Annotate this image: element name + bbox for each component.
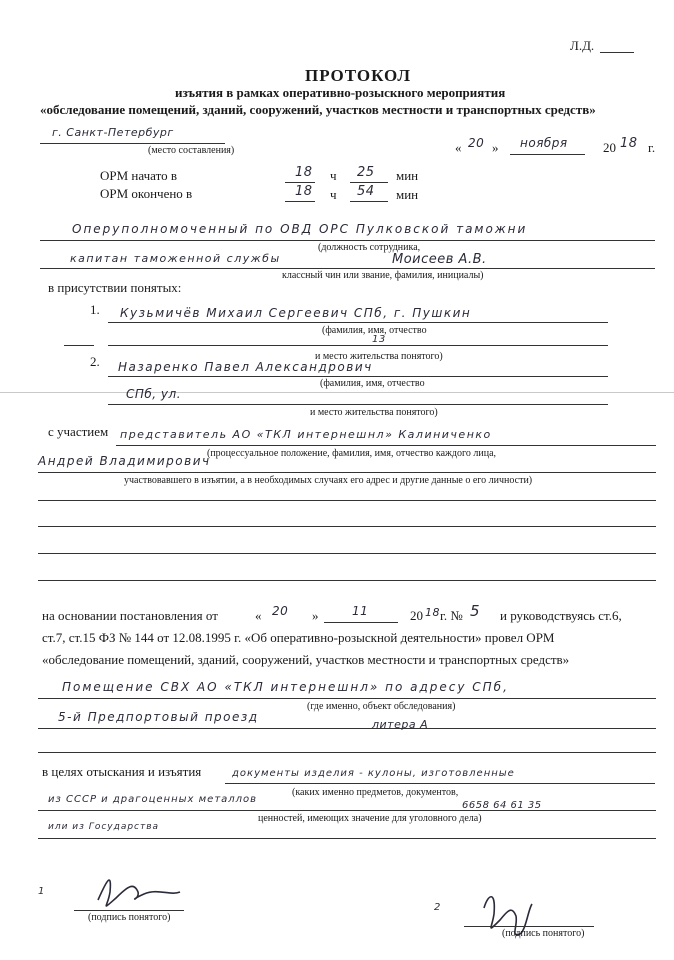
officer-position: Оперуполномоченный по ОВД ОРС Пулковской таможни bbox=[72, 222, 528, 236]
orm-end-m-label: мин bbox=[396, 187, 419, 202]
orm-start-hour-line bbox=[285, 182, 315, 183]
witness-2-line-2 bbox=[108, 404, 608, 405]
basis-line-2: ст.7, ст.15 ФЗ № 144 от 12.08.1995 г. «Об оперативно-розыскной деятельности» провел ОРМ bbox=[42, 630, 555, 645]
witness-2-line bbox=[108, 376, 608, 377]
blank-line-4 bbox=[38, 580, 656, 581]
blank-line-3 bbox=[38, 553, 656, 554]
subtitle-2: «обследование помещений, зданий, сооружений, участков местности и транспортных средств» bbox=[40, 102, 596, 117]
date-year: 18 bbox=[620, 136, 638, 151]
orm-end-hour: 18 bbox=[295, 184, 313, 199]
object-line-2: 5-й Предпортовый проезд bbox=[58, 710, 259, 724]
case-number-line bbox=[600, 52, 634, 53]
seizure-caption-1: (каких именно предметов, документов, bbox=[292, 787, 459, 798]
basis-line-3: «обследование помещений, зданий, сооружений, участков местности и транспортных средств» bbox=[42, 652, 570, 667]
date-year-suffix: г. bbox=[648, 140, 656, 155]
object-line-2b: литера А bbox=[372, 718, 429, 731]
date-month: ноября bbox=[520, 136, 568, 150]
date-open-quote: « bbox=[455, 140, 462, 155]
witnesses-label: в присутствии понятых: bbox=[48, 280, 182, 295]
date-month-line bbox=[510, 154, 585, 155]
officer-caption-2: классный чин или звание, фамилия, инициалы) bbox=[282, 270, 484, 281]
witness-2-caption-1: (фамилия, имя, отчество bbox=[320, 378, 425, 389]
witness-1-caption-1: (фамилия, имя, отчество bbox=[322, 325, 427, 336]
signature-left-caption: (подпись понятого) bbox=[88, 912, 171, 923]
blank-line-1 bbox=[38, 500, 656, 501]
place-line bbox=[40, 143, 225, 144]
orm-start-min: 25 bbox=[357, 165, 375, 180]
orm-end-hour-line bbox=[285, 201, 315, 202]
orm-end-label: ОРМ окончено в bbox=[100, 186, 193, 201]
seizure-underline-3 bbox=[38, 838, 656, 839]
participation-caption-1: (процессуальное положение, фамилия, имя, отчество каждого лица, bbox=[207, 448, 497, 459]
subtitle-1: изъятия в рамках оперативно-розыскного мероприятия bbox=[175, 85, 506, 100]
case-number-label: Л.Д. bbox=[570, 38, 595, 53]
seizure-underline-2 bbox=[38, 810, 656, 811]
seizure-label: в целях отыскания и изъятия bbox=[42, 764, 202, 779]
seizure-line-1: документы изделия - кулоны, изготовленные bbox=[232, 768, 515, 779]
officer-caption-1: (должность сотрудника, bbox=[318, 242, 421, 253]
date-close-quote: » bbox=[492, 140, 499, 155]
basis-year: 18 bbox=[425, 606, 440, 619]
orm-start-h-label: ч bbox=[330, 168, 337, 183]
witness-1-number: 1. bbox=[90, 302, 100, 317]
object-underline-3 bbox=[38, 752, 656, 753]
orm-start-m-label: мин bbox=[396, 168, 419, 183]
signature-left-line bbox=[74, 910, 184, 911]
object-line-1: Помещение СВХ АО «ТКЛ интернешнл» по адресу СПб, bbox=[62, 680, 509, 694]
basis-month-line bbox=[324, 622, 398, 623]
witness-2-name: Назаренко Павел Александрович bbox=[118, 360, 373, 374]
basis-suffix: и руководствуясь ст.6, bbox=[500, 608, 622, 623]
date-day: 20 bbox=[468, 136, 485, 150]
officer-rank: капитан таможенной службы bbox=[70, 252, 281, 265]
seizure-line-3: или из Государства bbox=[48, 822, 160, 832]
orm-start-label: ОРМ начато в bbox=[100, 168, 178, 183]
orm-start-min-line bbox=[350, 182, 388, 183]
basis-number-label: г. № bbox=[440, 608, 463, 623]
seizure-numbers: 6658 64 61 35 bbox=[462, 800, 542, 811]
basis-close-quote: » bbox=[312, 608, 319, 623]
witness-2-number: 2. bbox=[90, 354, 100, 369]
participation-label: с участием bbox=[48, 424, 109, 439]
witness-1-line-2 bbox=[108, 345, 608, 346]
basis-prefix: на основании постановления от bbox=[42, 608, 218, 623]
orm-start-hour: 18 bbox=[295, 165, 313, 180]
object-caption: (где именно, объект обследования) bbox=[307, 701, 456, 712]
witness-1-line bbox=[108, 322, 608, 323]
signature-right bbox=[470, 880, 560, 950]
witness-1-name: Кузьмичёв Михаил Сергеевич СПб, г. Пушкин bbox=[120, 306, 472, 320]
participation-line-1: представитель АО «ТКЛ интернешнл» Калиниченко bbox=[120, 428, 492, 441]
witness-1-extra-line bbox=[64, 345, 94, 346]
witness-1-caption-2: и место жительства понятого) bbox=[315, 351, 443, 362]
page-fold bbox=[0, 392, 674, 393]
signature-left-mark: 1 bbox=[38, 886, 45, 897]
place-caption: (место составления) bbox=[148, 145, 235, 156]
witness-1-extra: 13 bbox=[372, 334, 386, 345]
basis-month: 11 bbox=[352, 604, 369, 618]
seizure-underline-1 bbox=[225, 783, 655, 784]
object-underline-2 bbox=[38, 728, 656, 729]
blank-line-2 bbox=[38, 526, 656, 527]
basis-day: 20 bbox=[272, 604, 289, 618]
orm-end-min-line bbox=[350, 201, 388, 202]
page-title: ПРОТОКОЛ bbox=[305, 66, 412, 85]
basis-open-quote: « bbox=[255, 608, 262, 623]
officer-line-2 bbox=[40, 268, 655, 269]
place-value: г. Санкт-Петербург bbox=[52, 126, 174, 139]
participation-underline-1 bbox=[116, 445, 656, 446]
object-underline-1 bbox=[38, 698, 656, 699]
signature-right-mark: 2 bbox=[434, 902, 441, 913]
witness-2-address: СПб, ул. bbox=[126, 387, 182, 401]
officer-name: Моисеев А.В. bbox=[392, 252, 487, 267]
participation-line-2: Андрей Владимирович bbox=[38, 454, 211, 468]
basis-number: 5 bbox=[470, 602, 481, 620]
participation-underline-2 bbox=[38, 472, 656, 473]
participation-caption-2: участвовавшего в изъятии, а в необходимых случаях его адрес и другие данные о его личности) bbox=[124, 475, 533, 486]
seizure-line-2: из СССР и драгоценных металлов bbox=[48, 794, 258, 805]
basis-year-prefix: 20 bbox=[410, 608, 423, 623]
officer-line-1 bbox=[40, 240, 655, 241]
date-year-prefix: 20 bbox=[603, 140, 616, 155]
orm-end-min: 54 bbox=[357, 184, 375, 199]
witness-2-caption-2: и место жительства понятого) bbox=[310, 407, 438, 418]
signature-left bbox=[78, 862, 188, 917]
signature-right-line bbox=[464, 926, 594, 927]
seizure-caption-2: ценностей, имеющих значение для уголовного дела) bbox=[258, 813, 482, 824]
orm-end-h-label: ч bbox=[330, 187, 337, 202]
signature-right-caption: (подпись понятого) bbox=[502, 928, 585, 939]
